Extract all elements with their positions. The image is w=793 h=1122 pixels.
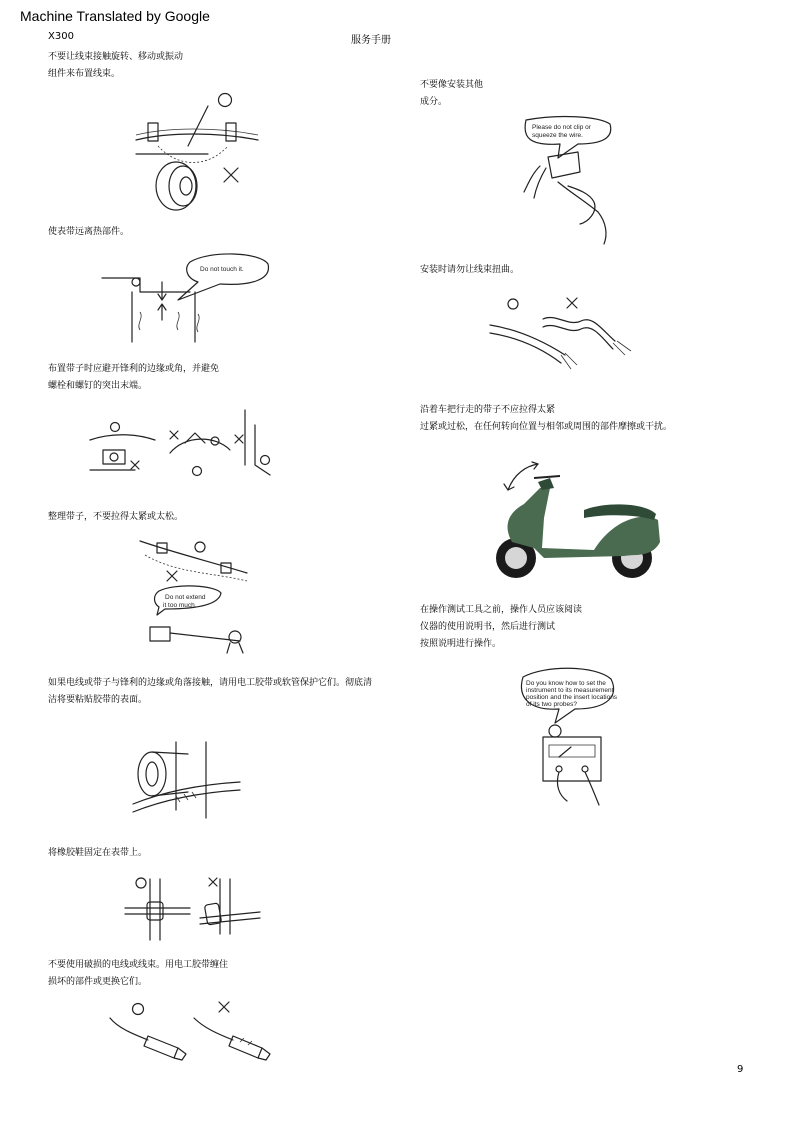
section-handlebar: 沿着车把行走的带子不应拉得太紧 过紧或过松，在任何转向位置与相邻或周围的部件摩擦或干扰。 xyxy=(420,405,673,432)
scooter-seat-icon xyxy=(584,504,656,520)
ok-mark-icon xyxy=(508,299,518,309)
illustration-rubber-boot xyxy=(120,874,265,944)
illustration-no-twist xyxy=(485,293,635,378)
illustration-damaged-wires xyxy=(108,998,278,1068)
section-damaged-wires: 不要使用破损的电线或线束。用电工胶带缠住 损坏的部件或更换它们。 xyxy=(48,960,229,987)
page-number: 9 xyxy=(737,1064,744,1075)
ng-mark-icon xyxy=(170,431,178,439)
bubble-tester-line-4: of its two probes? xyxy=(526,701,577,708)
ok-mark-icon xyxy=(133,1004,144,1015)
illustration-tape xyxy=(128,740,258,825)
ok-mark-icon xyxy=(193,467,202,476)
ng-mark-icon xyxy=(235,435,243,443)
illustration-harness-wheel xyxy=(128,88,268,213)
illustration-tension xyxy=(135,533,255,663)
ng-mark-icon xyxy=(219,1002,229,1012)
illustration-heat-parts xyxy=(100,250,270,345)
ok-mark-icon xyxy=(261,456,270,465)
machine-translation-banner: Machine Translated by Google xyxy=(20,8,210,24)
bubble-no-clip-line-2: squeeze the wire. xyxy=(532,132,583,139)
bubble-no-clip-line-1: Please do not clip or xyxy=(532,124,591,131)
bubble-tester-line-2: instrument to its measurement xyxy=(526,687,614,694)
illustration-sharp-edges xyxy=(85,405,275,480)
illustration-tester xyxy=(515,665,625,810)
section-no-twist: 安装时请勿让线束扭曲。 xyxy=(420,265,520,275)
bubble-tester-line-3: position and the insert locations xyxy=(526,694,618,701)
ng-mark-icon xyxy=(224,168,238,182)
ng-mark-icon xyxy=(131,461,139,469)
section-heat: 使表带远离热部件。 xyxy=(48,227,130,237)
manual-title: 服务手册 xyxy=(351,35,391,46)
bubble-extend-line-2: it too much. xyxy=(163,602,197,609)
section-sharp-edges: 布置带子时应避开锋利的边缘或角，并避免 螺栓和螺钉的突出末端。 xyxy=(48,364,220,391)
bubble-tester-line-1: Do you know how to set the xyxy=(526,680,606,687)
illustration-scooter xyxy=(484,458,664,583)
model-label: X300 xyxy=(48,31,74,42)
ok-mark-icon xyxy=(195,542,205,552)
bubble-do-not-touch: Do not touch it. xyxy=(200,266,244,273)
section-test-tool: 在操作测试工具之前，操作人员应该阅读 仪器的使用说明书，然后进行测试 按照说明进行操作。 xyxy=(420,605,583,649)
ok-mark-icon xyxy=(111,423,120,432)
ok-mark-icon xyxy=(219,94,232,107)
multimeter-icon xyxy=(543,737,601,781)
ng-mark-icon xyxy=(167,571,177,581)
ok-mark-icon xyxy=(136,878,146,888)
section-tape-protect: 如果电线或带子与锋利的边缘或角落接触，请用电工胶带或软管保护它们。彻底清 洁将要粘贴胶带的表面。 xyxy=(48,678,373,705)
section-tension: 整理带子，不要拉得太紧或太松。 xyxy=(48,512,184,522)
ng-mark-icon xyxy=(209,878,217,886)
section-route-harness: 不要让线束接触旋转、移动或振动 组件来布置线束。 xyxy=(48,52,184,79)
section-rubber-boot: 将橡胶鞋固定在表带上。 xyxy=(48,848,148,858)
section-no-clip: 不要像安装其他 成分。 xyxy=(420,80,484,107)
bubble-extend-line-1: Do not extend xyxy=(165,594,206,601)
illustration-no-clip xyxy=(518,112,618,247)
ng-mark-icon xyxy=(567,298,577,308)
